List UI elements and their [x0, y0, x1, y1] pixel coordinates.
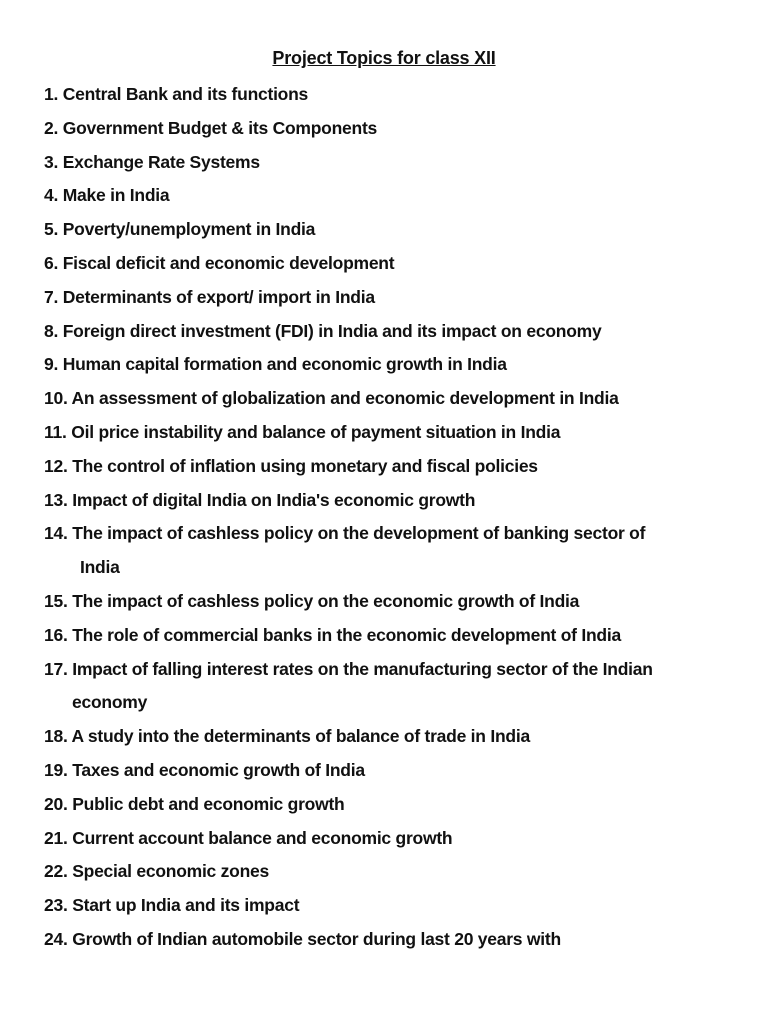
item-text: Determinants of export/ import in India — [62, 286, 375, 307]
item-number: 3. — [44, 151, 59, 172]
list-item — [44, 517, 734, 585]
item-text: Taxes and economic growth of India — [72, 759, 365, 780]
list-item — [44, 822, 734, 856]
list-item — [44, 146, 734, 180]
item-number: 12. — [44, 455, 68, 476]
item-text: Current account balance and economic growth — [72, 827, 453, 848]
list-item — [44, 382, 734, 416]
item-number: 19. — [44, 759, 68, 780]
item-number: 24. — [44, 928, 68, 949]
list-item — [44, 247, 734, 281]
item-number: 16. — [44, 624, 68, 645]
list-item — [44, 416, 734, 450]
item-text: Central Bank and its functions — [62, 84, 309, 104]
item-text: Exchange Rate Systems — [62, 151, 260, 172]
item-text: Growth of Indian automobile sector during last 20 years with — [72, 928, 561, 949]
item-text: The control of inflation using monetary and fiscal policies — [72, 455, 538, 476]
list-item — [44, 855, 734, 889]
list-item — [44, 720, 734, 754]
item-number: 9. — [44, 354, 59, 375]
item-number: 7. — [44, 286, 59, 307]
item-number: 23. — [44, 895, 68, 916]
item-text: Make in India — [62, 185, 170, 206]
item-text: Fiscal deficit and economic development — [62, 252, 395, 273]
item-number: 1. — [44, 84, 59, 104]
item-text: Human capital formation and economic growth in India — [62, 354, 507, 375]
item-number: 22. — [44, 861, 68, 882]
list-item — [44, 889, 734, 923]
item-number: 2. — [44, 117, 59, 138]
item-number: 15. — [44, 590, 68, 611]
list-item — [44, 754, 734, 788]
list-item — [44, 112, 734, 146]
item-text: Oil price instability and balance of payment situation in India — [71, 421, 561, 442]
item-text: Public debt and economic growth — [72, 793, 345, 814]
document-title: Project Topics for class XII — [272, 48, 496, 68]
list-item — [44, 78, 734, 112]
item-number: 10. — [44, 388, 68, 409]
topic-list — [44, 78, 734, 957]
list-item — [44, 653, 734, 721]
list-item — [44, 281, 734, 315]
item-number: 18. — [44, 726, 68, 747]
list-item — [44, 788, 734, 822]
list-item — [44, 315, 734, 349]
list-item — [44, 585, 734, 619]
list-item — [44, 450, 734, 484]
item-text-continuation: India — [80, 557, 120, 578]
item-number: 13. — [44, 489, 68, 510]
item-text: Government Budget & its Components — [62, 117, 378, 138]
list-item — [44, 213, 734, 247]
item-text: The impact of cashless policy on the development of banking sector of — [72, 523, 646, 544]
item-number: 11. — [44, 421, 67, 442]
item-text: Foreign direct investment (FDI) in India and its impact on economy — [62, 320, 602, 341]
item-text: The impact of cashless policy on the economic growth of India — [72, 590, 580, 611]
list-item — [44, 484, 734, 518]
list-item — [44, 619, 734, 653]
item-text: Special economic zones — [72, 861, 269, 882]
item-number: 20. — [44, 793, 68, 814]
item-number: 17. — [44, 658, 68, 679]
list-item — [44, 923, 734, 957]
item-text: Impact of falling interest rates on the manufacturing sector of the Indian — [72, 658, 653, 679]
item-text: Impact of digital India on India's economic growth — [72, 489, 476, 510]
item-text: A study into the determinants of balance of trade in India — [71, 726, 530, 747]
item-text: An assessment of globalization and economic development in India — [71, 388, 619, 409]
item-number: 14. — [44, 523, 68, 544]
list-item — [44, 348, 734, 382]
item-number: 21. — [44, 827, 68, 848]
item-text: The role of commercial banks in the economic development of India — [72, 624, 621, 645]
item-text-continuation: economy — [72, 692, 148, 713]
list-item — [44, 179, 734, 213]
item-number: 4. — [44, 185, 59, 206]
item-number: 5. — [44, 219, 59, 240]
item-number: 6. — [44, 252, 59, 273]
item-text: Poverty/unemployment in India — [62, 219, 316, 240]
item-text: Start up India and its impact — [72, 895, 300, 916]
item-number: 8. — [44, 320, 59, 341]
